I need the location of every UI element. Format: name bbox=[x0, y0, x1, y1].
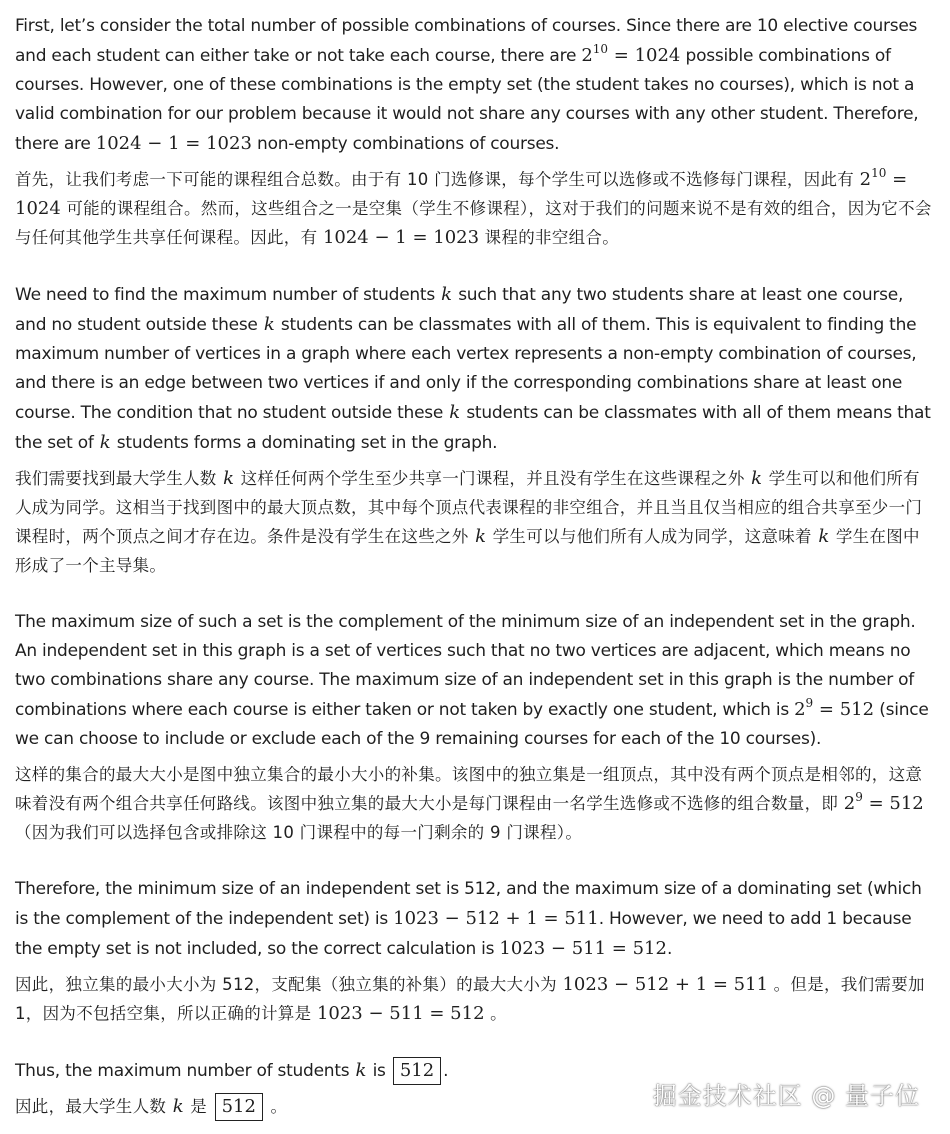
math-expr: 1024 − 1 = 1023 bbox=[322, 227, 480, 248]
text: 因此，独立集的最小大小为 512，支配集（独立集的补集）的最大大小为 bbox=[15, 975, 563, 994]
math-var-k: k bbox=[223, 468, 235, 489]
text: students can be classmates with all of them. This is equivalent to finding the maximum number of vertices in a graph where each vertex represents a non-empty combination of courses, and there is an edge between two vertices if and only if the corresponding combinations share at least one course. The condition that no student outside these bbox=[15, 315, 917, 423]
text: 学生可以和他们所有人成为同学。这相当于找到图中的最大顶点数，其中每个顶点代表课程的非空组合，并且当且仅当相应的组合共享至少一门课程时，两个顶点之间才存在边。条件是没有学生在这些之外 bbox=[15, 469, 923, 546]
text: 因此，最大学生人数 bbox=[15, 1097, 172, 1116]
math-power: $2^{10} = 1024$ bbox=[581, 42, 681, 66]
text: 我们需要找到最大学生人数 bbox=[15, 469, 223, 488]
math-expr: 1023 − 511 = 512 bbox=[316, 1003, 485, 1024]
math-power: $2^9 = 512$ bbox=[843, 790, 924, 814]
text: 是 bbox=[184, 1097, 213, 1116]
boxed-answer: 512 bbox=[215, 1093, 263, 1121]
text: 学生在图中形成了一个主导集。 bbox=[15, 527, 920, 575]
math-var-k: k bbox=[172, 1096, 184, 1117]
text: 可能的课程组合。然而，这些组合之一是空集（学生不修课程），这对于我们的问题来说不是有效的组合，因为它不会与任何其他学生共享任何课程。因此，有 bbox=[15, 199, 932, 247]
text: Thus, the maximum number of students bbox=[15, 1061, 355, 1081]
text: 学生可以与他们所有人成为同学，这意味着 bbox=[487, 527, 818, 546]
math-expr: 1023 − 511 = 512 bbox=[499, 938, 667, 959]
paragraph-2-zh bbox=[15, 464, 933, 580]
text: 课程的非空组合。 bbox=[479, 228, 620, 247]
document-body bbox=[15, 12, 933, 1121]
boxed-answer: 512 bbox=[393, 1057, 441, 1085]
math-var-k: k bbox=[449, 402, 461, 423]
text: We need to find the maximum number of students bbox=[15, 285, 441, 305]
math-power: $2^{10} = 1024$ bbox=[15, 166, 908, 219]
math-var-k: k bbox=[355, 1060, 367, 1081]
text: 这样的集合的最大大小是图中独立集合的最小大小的补集。该图中的独立集是一组顶点，其中没有两个顶点是相邻的，这意味着没有两个组合共享任何路线。该图中独立集的最大大小是每门课程由一名学生选修或不选修的组合数量，即 bbox=[15, 765, 923, 813]
math-var-k: k bbox=[441, 284, 453, 305]
math-var-k: k bbox=[818, 526, 830, 547]
paragraph-1-zh bbox=[15, 165, 933, 252]
text: (since we can choose to include or exclude each of the 9 remaining courses for each of the 10 courses). bbox=[15, 700, 929, 749]
paragraph-4-en bbox=[15, 875, 933, 964]
paragraph-1-en bbox=[15, 12, 933, 159]
text: Therefore, the minimum size of an independent set is 512, and the maximum size of a dominating set (which is the complement of the independent set) is bbox=[15, 879, 922, 929]
math-var-k: k bbox=[475, 526, 487, 547]
text: （因为我们可以选择包含或排除这 10 门课程中的每一门剩余的 9 门课程）。 bbox=[15, 823, 583, 842]
text: . However, we need to add 1 because the empty set is not included, so the correct calculation is bbox=[15, 909, 912, 959]
math-expr: 1024 − 1 = 1023 bbox=[95, 133, 252, 154]
text: non-empty combinations of courses. bbox=[251, 134, 560, 154]
text: First, let’s consider the total number of possible combinations of courses. Since there are 10 elective courses and each student can either take or not take each course, there are bbox=[15, 16, 918, 66]
text: . bbox=[443, 1061, 449, 1081]
text: 这样任何两个学生至少共享一门课程，并且没有学生在这些课程之外 bbox=[235, 469, 751, 488]
text: 。 bbox=[264, 1097, 288, 1116]
text: 。 bbox=[484, 1004, 507, 1023]
paragraph-2-en bbox=[15, 280, 933, 458]
math-var-k: k bbox=[751, 468, 763, 489]
paragraph-4-zh bbox=[15, 970, 933, 1028]
watermark: 掘金技术社区 @ 量子位 bbox=[652, 1082, 920, 1110]
math-expr: 1023 − 512 + 1 = 511 bbox=[562, 974, 769, 995]
text: possible combinations of courses. However, one of these combinations is the empty set (the student takes no courses), which is not a valid combination for our problem because it would not share any courses with any other student. Therefore, there are bbox=[15, 46, 919, 154]
math-var-k: k bbox=[99, 432, 111, 453]
text: The maximum size of such a set is the complement of the minimum size of an independent set in the graph. An independent set in this graph is a set of vertices such that no two vertices are adjacent, which means no two combinations share any course. The maximum size of an independent set in this graph is the number of combinations where each course is either taken or not taken by exactly one student, which is bbox=[15, 612, 916, 720]
paragraph-gap bbox=[15, 580, 933, 608]
text: 首先，让我们考虑一下可能的课程组合总数。由于有 10 门选修课，每个学生可以选修或不选修每门课程，因此有 bbox=[15, 170, 860, 189]
paragraph-3-en bbox=[15, 608, 933, 754]
text: students can be classmates with all of them means that the set of bbox=[15, 403, 931, 453]
math-power: $2^9 = 512$ bbox=[794, 696, 875, 720]
paragraph-gap bbox=[15, 1028, 933, 1056]
text: students forms a dominating set in the graph. bbox=[111, 433, 498, 453]
text: such that any two students share at least one course, and no student outside these bbox=[15, 285, 904, 335]
math-var-k: k bbox=[263, 314, 275, 335]
paragraph-gap bbox=[15, 252, 933, 280]
text: 。但是，我们需要加1，因为不包括空集，所以正确的计算是 bbox=[15, 975, 925, 1023]
paragraph-3-zh bbox=[15, 760, 933, 847]
text: is bbox=[367, 1061, 391, 1081]
math-expr: 1023 − 512 + 1 = 511 bbox=[393, 908, 599, 929]
text: . bbox=[666, 939, 673, 959]
paragraph-gap bbox=[15, 847, 933, 875]
